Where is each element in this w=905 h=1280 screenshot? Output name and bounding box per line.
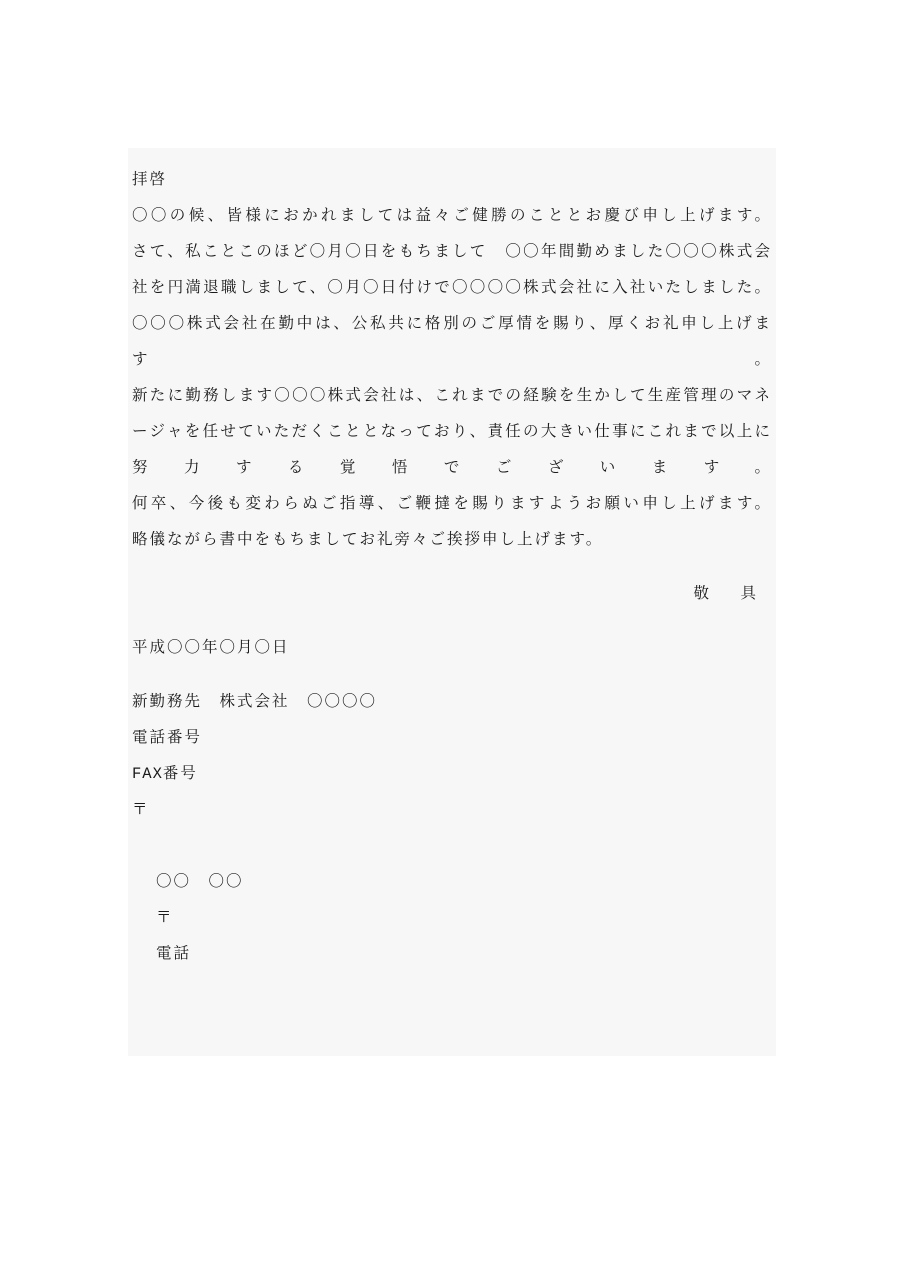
paragraph-written-greeting: 略儀ながら書中をもちましてお礼旁々ご挨拶申し上げます。	[132, 531, 604, 548]
fax-jp-label: 番号	[162, 765, 198, 782]
sender-postal-line: 〒	[156, 909, 174, 926]
date-line: 平成〇〇年〇月〇日	[132, 639, 290, 656]
new-workplace-line: 新勤務先 株式会社 〇〇〇〇	[132, 693, 378, 710]
postal-code-line: 〒	[132, 801, 150, 818]
closing-word: 敬 具	[693, 585, 764, 602]
phone-number-line: 電話番号	[132, 729, 203, 746]
salutation: 拝啓	[132, 171, 168, 188]
spacer-before-closing	[132, 558, 772, 576]
sender-name-line: 〇〇 〇〇	[156, 873, 244, 890]
spacer-before-date	[132, 612, 772, 630]
spacer-before-sender	[132, 828, 772, 864]
paragraph-new-role: 新たに勤務します〇〇〇株式会社は、これまでの経験を生かして生産管理のマネージャを任せていただくこととなっており、責任の大きい仕事にこれまで以上に努力する覚悟でございます。	[132, 387, 772, 476]
spacer-before-workplace	[132, 666, 772, 684]
paragraph-request-guidance: 何卒、今後も変わらぬご指導、ご鞭撻を賜りますようお願い申し上げます。	[132, 495, 772, 512]
paragraph-season-greeting: 〇〇の候、皆様におかれましては益々ご健勝のこととお慶び申し上げます。	[132, 207, 772, 224]
sender-phone-line: 電話	[156, 945, 192, 962]
paragraph-job-change: さて、私ことこのほど〇月〇日をもちまして 〇〇年間勤めました〇〇〇株式会社を円満退職しまして、〇月〇日付けで〇〇〇〇株式会社に入社いたしました。	[132, 243, 772, 296]
fax-roman-label: FAX	[132, 765, 163, 783]
fax-number-line	[132, 756, 772, 792]
paragraph-gratitude: 〇〇〇株式会社在勤中は、公私共に格別のご厚情を賜り、厚くお礼申し上げます。	[132, 315, 772, 368]
letter-body	[128, 148, 776, 1056]
